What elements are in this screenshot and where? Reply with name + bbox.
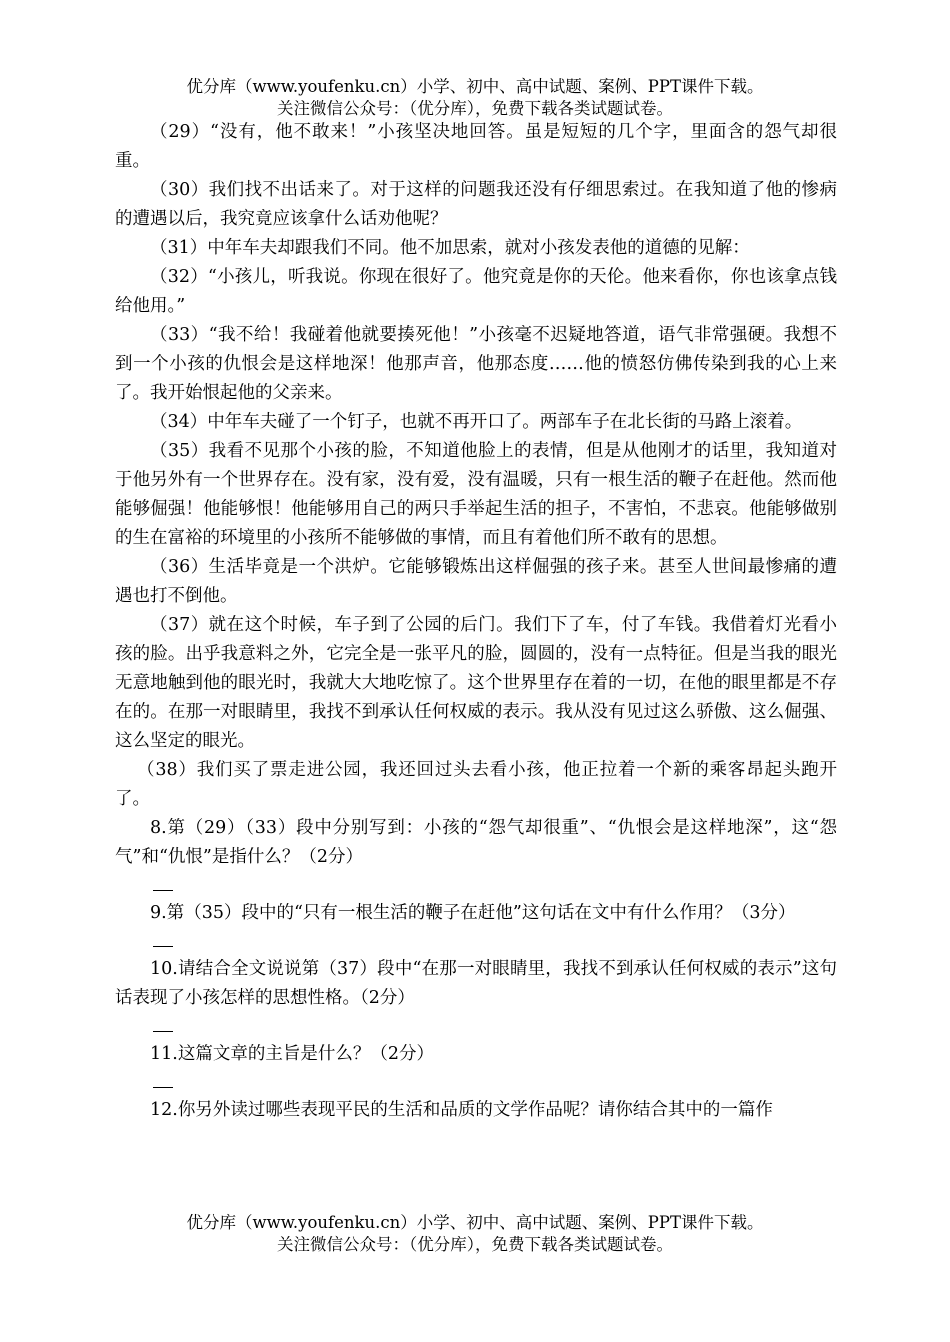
header-line-1: 优分库（www.youfenku.cn）小学、初中、高中试题、案例、PPT课件下载。 [186, 77, 764, 96]
question-9: 9.第（35）段中的“只有一根生活的鞭子在赶他”这句话在文中有什么作用？（3分） [150, 903, 796, 923]
footer-line-1: 优分库（www.youfenku.cn）小学、初中、高中试题、案例、PPT课件下载。 [186, 1213, 764, 1232]
answer-line-8[interactable] [115, 872, 837, 899]
footer-line-2: 关注微信公众号：（优分库），免费下载各类试题试卷。 [277, 1235, 673, 1254]
question-11: 11.这篇文章的主旨是什么？（2分） [150, 1044, 434, 1064]
paragraph-32: （32）“小孩儿，听我说。你现在很好了。他究竟是你的天伦。他来看你，你也该拿点钱给他用。” [115, 267, 837, 316]
document-body [115, 118, 837, 1125]
paragraph-31: （31）中年车夫却跟我们不同。他不加思索，就对小孩发表他的道德的见解： [150, 238, 750, 258]
answer-line-11[interactable] [115, 1069, 837, 1096]
paragraph-36: （36）生活毕竟是一个洪炉。它能够锻炼出这样倔强的孩子来。甚至人世间最惨痛的遭遇也打不倒他。 [115, 557, 837, 606]
paragraph-29: （29）“没有，他不敢来！”小孩坚决地回答。虽是短短的几个字，里面含的怨气却很重。 [115, 122, 837, 171]
paragraph-33: （33）“我不给！我碰着他就要揍死他！”小孩毫不迟疑地答道，语气非常强硬。我想不到一个小孩的仇恨会是这样地深！他那声音，他那态度……他的愤怒仿佛传染到我的心上来了。我开始恨起他的父亲来。 [115, 325, 837, 403]
paragraph-35: （35）我看不见那个小孩的脸，不知道他脸上的表情，但是从他刚才的话里，我知道对于他另外有一个世界存在。没有家，没有爱，没有温暖，只有一根生活的鞭子在赶他。然而他能够倔强！他能够恨！他能够用自己的两只手举起生活的担子，不害怕，不悲哀。他能够做别的生在富裕的环境里的小孩所不能够做的事情，而且有着他们所不敢有的思想。 [115, 441, 837, 548]
paragraph-30: （30）我们找不出话来了。对于这样的问题我还没有仔细思索过。在我知道了他的惨病的遭遇以后，我究竟应该拿什么话劝他呢？ [115, 180, 837, 229]
paragraph-34: （34）中年车夫碰了一个钉子，也就不再开口了。两部车子在北长街的马路上滚着。 [150, 412, 803, 432]
question-10: 10.请结合全文说说第（37）段中“在那一对眼睛里，我找不到承认任何权威的表示”这句话表现了小孩怎样的思想性格。（2分） [115, 959, 837, 1008]
answer-line-10[interactable] [115, 1013, 837, 1040]
answer-line-9[interactable] [115, 928, 837, 955]
question-8: 8.第（29）（33）段中分别写到：小孩的“怨气却很重”、“仇恨会是这样地深”，这“怨气”和“仇恨”是指什么？（2分） [115, 818, 837, 867]
paragraph-38: （38）我们买了票走进公园，我还回过头去看小孩，他正拉着一个新的乘客昂起头跑开了。 [115, 760, 837, 809]
paragraph-37: （37）就在这个时候，车子到了公园的后门。我们下了车，付了车钱。我借着灯光看小孩的脸。出乎我意料之外，它完全是一张平凡的脸，圆圆的，没有一点特征。但是当我的眼光无意地触到他的眼光时，我就大大地吃惊了。这个世界里存在着的一切，在他的眼里都是不存在的。在那一对眼睛里，我找不到承认任何权威的表示。我从没有见过这么骄傲、这么倔强、这么坚定的眼光。 [115, 615, 837, 751]
header-line-2: 关注微信公众号：（优分库），免费下载各类试题试卷。 [277, 99, 673, 118]
question-12: 12.你另外读过哪些表现平民的生活和品质的文学作品呢？请你结合其中的一篇作 [150, 1100, 773, 1120]
